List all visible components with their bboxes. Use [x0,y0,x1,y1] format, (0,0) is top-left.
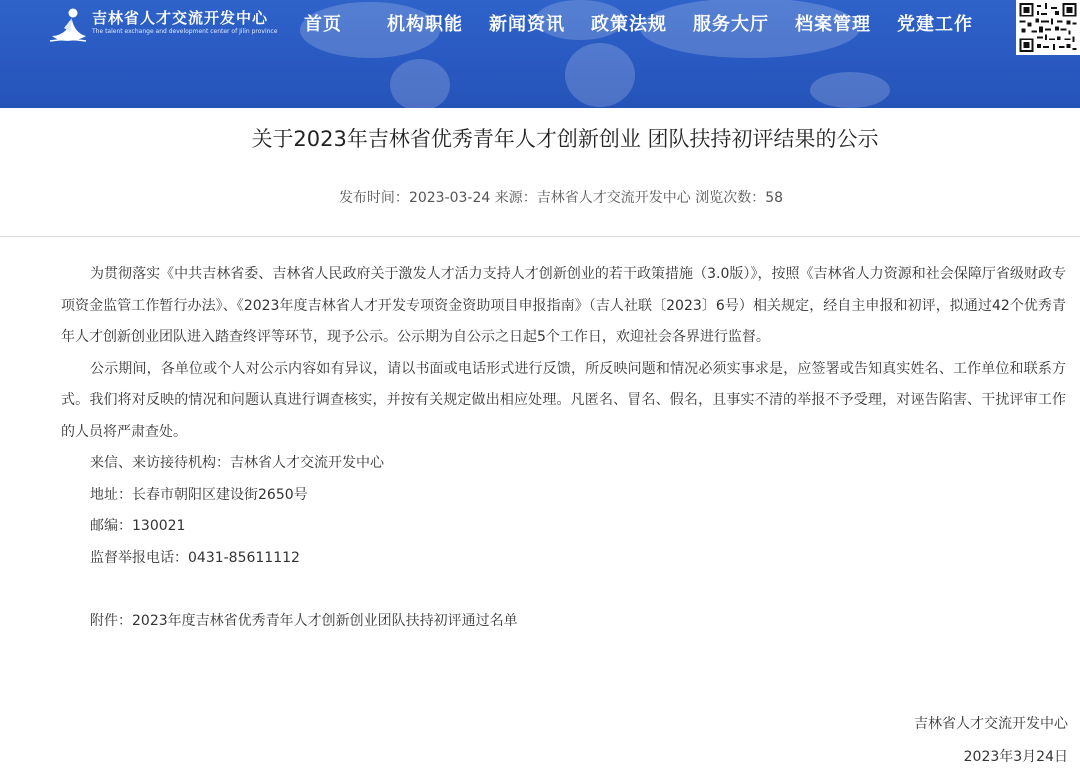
logo-name-cn: 吉林省人才交流开发中心 [92,9,269,27]
nav-item-archives[interactable]: 档案管理 [795,14,871,35]
spacer [61,574,1066,606]
publish-date-label: 发布时间： [338,190,409,206]
views-label: 浏览次数： [695,190,766,206]
nav-item-service-hall[interactable]: 服务大厅 [693,14,769,35]
title-divider [0,236,1080,237]
attachment-link[interactable]: 附件：2023年度吉林省优秀青年人才创新创业团队扶持初评通过名单 [90,613,518,629]
views-count: 58 [765,190,784,206]
nav-item-organization[interactable]: 机构职能 [387,14,463,35]
contact-address: 地址：长春市朝阳区建设街2650号 [90,486,308,503]
source: 吉林省人才交流开发中心 [536,190,691,206]
nav-item-home[interactable]: 首页 [304,14,342,35]
signature-block [914,708,1068,774]
contact-phone: 监督举报电话：0431-85611112 [90,549,300,566]
qr-code-icon [1019,3,1077,52]
publish-date: 2023-03-24 [408,190,491,206]
article-meta [0,187,1080,209]
signature-org: 吉林省人才交流开发中心 [914,716,1068,732]
paragraph-feedback: 公示期间，各单位或个人对公示内容如有异议，请以书面或电话形式进行反馈，所反映问题和情况必须实事求是，应签署或告知真实姓名、工作单位和联系方式。我们将对反映的情况和问题认真进行调查核实，并按有关规定做出相应处理。凡匿名、冒名、假名，且事实不清的举报不予受理，对诬告陷害、干扰评审工作的人员将严肃查处。 [61,360,1066,440]
signature-date: 2023年3月24日 [963,749,1068,765]
contact-organization: 来信、来访接待机构：吉林省人才交流开发中心 [90,455,384,471]
nav-item-policy[interactable]: 政策法规 [591,14,667,35]
qr-code [1016,0,1080,55]
contact-postcode: 邮编：130021 [90,518,186,534]
site-header [0,0,1080,108]
article-title: 关于2023年吉林省优秀青年人才创新创业 团队扶持初评结果的公示 [251,127,879,151]
main-nav [0,12,1000,38]
nav-item-news[interactable]: 新闻资讯 [489,14,565,35]
source-label: 来源： [494,190,537,206]
logo-name-en: The talent exchange and development center of Jilin province [92,28,278,35]
paragraph-intro: 为贯彻落实《中共吉林省委、吉林省人民政府关于激发人才活力支持人才创新创业的若干政策措施（3.0版）》，按照《吉林省人力资源和社会保障厅省级财政专项资金监管工作暂行办法》、《2023年度吉林省人才开发专项资金资助项目申报指南》（吉人社联〔2023〕6号）相关规定，经自主申报和初评，拟通过42个优秀青年人才创新创业团队进入踏查终评等环节，现予公示。公示期为自公示之日起5个工作日，欢迎社会各界进行监督。 [61,266,1066,345]
nav-item-party-building[interactable]: 党建工作 [897,14,973,35]
article-body [61,259,1066,638]
